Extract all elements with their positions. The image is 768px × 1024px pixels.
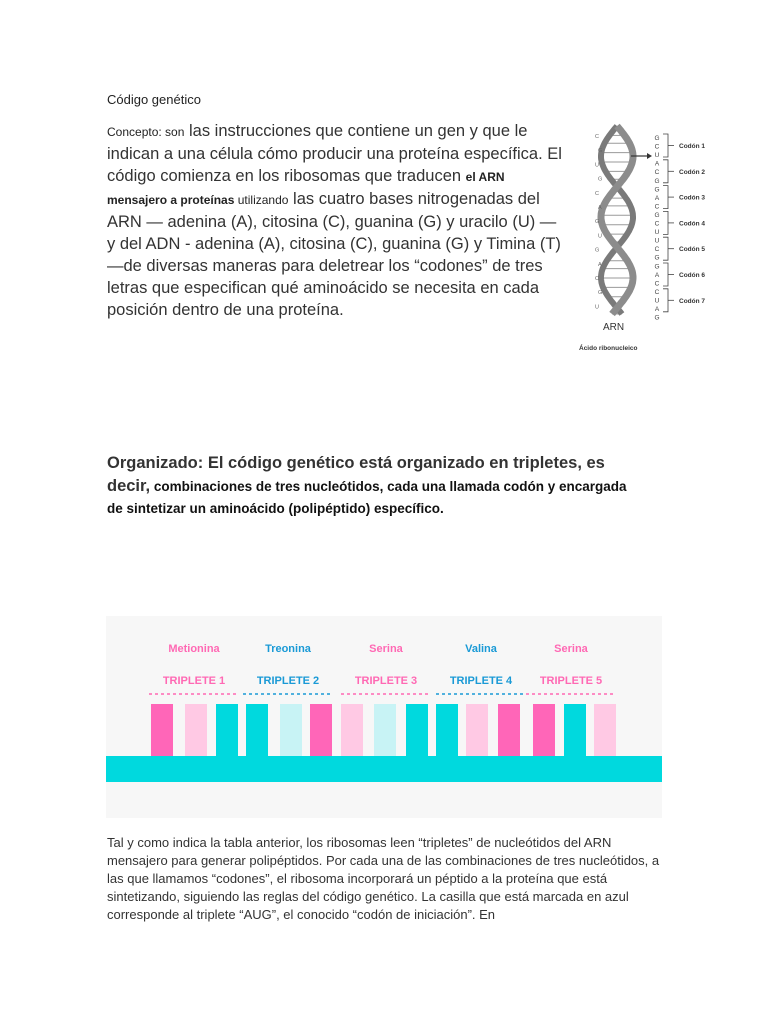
nucleotide-bar <box>564 704 586 758</box>
triplet-label: TRIPLETE 3 <box>354 675 418 687</box>
rna-backbone <box>106 756 662 782</box>
organizado-paragraph <box>107 452 637 520</box>
rna-base-letter: G <box>654 314 660 322</box>
rna-base-letter: C <box>654 220 660 228</box>
helix-base-letter: U <box>595 304 599 311</box>
codon-label: Codón 4 <box>679 220 705 228</box>
helix-base-letter: A <box>598 205 602 211</box>
triplet-label: TRIPLETE 2 <box>256 675 320 687</box>
helix-base-letter: A <box>598 261 602 268</box>
helix-base-letter: G <box>598 148 603 155</box>
organizado-lead: Organizado: El código genético está organizado en tripletes, es decir, <box>107 454 605 495</box>
codon-bracket <box>663 160 668 183</box>
rna-base-letter: G <box>654 135 660 142</box>
rna-base-letter: C <box>654 143 660 151</box>
nucleotide-bar <box>498 704 520 758</box>
nucleotide-bar <box>310 704 332 758</box>
rna-base-letter: C <box>654 203 660 211</box>
codon-bracket <box>663 134 668 157</box>
rna-base-letter: U <box>654 237 660 245</box>
codon-bracket <box>663 237 668 260</box>
helix-base-letter: U <box>595 162 599 169</box>
concept-paragraph <box>107 120 567 321</box>
codon-bracket <box>663 289 668 312</box>
helix-base-letter: G <box>598 176 603 183</box>
codon-bracket <box>663 263 668 286</box>
triplet-diagram <box>106 616 662 818</box>
rna-base-letter: G <box>654 263 660 271</box>
concept-text-1: las instrucciones que contiene un gen y que le indican a una célula cómo producir una proteína específica. El código comienza en los ribosomas que traducen <box>107 122 562 185</box>
codon-label: Codón 7 <box>679 297 705 305</box>
amino-acid-label: Treonina <box>265 643 311 655</box>
nucleotide-bar <box>466 704 488 758</box>
helix-base-letter: C <box>595 190 599 197</box>
codon-labels <box>663 134 705 312</box>
nucleotide-bar <box>185 704 207 758</box>
rna-base-letter: C <box>654 288 660 296</box>
helix-base-letter: U <box>598 233 602 240</box>
concept-small-word: utilizando <box>234 193 289 207</box>
nucleotide-bar <box>341 704 363 758</box>
rna-base-letter: U <box>654 297 660 305</box>
rna-base-letter: G <box>654 186 660 194</box>
organizado-rest: combinaciones de tres nucleótidos, cada una llamada codón y encargada de sintetizar un aminoácido (polipéptido) específico. <box>107 479 627 516</box>
nucleotide-bar <box>533 704 555 758</box>
codon-label: Codón 1 <box>679 143 705 150</box>
explanation-paragraph: Tal y como indica la tabla anterior, los ribosomas leen “tripletes” de nucleótidos del ARN mensajero para generar polipéptidos. Por cada una de las combinaciones de tres nucleótidos, a las que llamamos “codones”, el ribosoma incorporará un péptido a la proteína que está sintetizando, siguiendo las reglas del código genético. La casilla que está marcada en azul corresponde al triplete “AUG”, el conocido “codón de iniciación”. En <box>107 835 660 922</box>
nucleotide-bar <box>280 704 302 758</box>
rna-base-letter: U <box>654 229 660 237</box>
triplet-label: TRIPLETE 5 <box>539 675 603 687</box>
pointer-arrow-head <box>647 153 652 159</box>
triplet-label: TRIPLETE 4 <box>449 675 513 687</box>
nucleotide-bar <box>246 704 268 758</box>
rna-base-letter: U <box>654 152 660 160</box>
codon-bracket <box>663 211 668 234</box>
arn-label: ARN <box>603 322 625 333</box>
concept-label: Concepto: son <box>107 125 185 139</box>
nucleotide-bar <box>374 704 396 758</box>
nucleotide-bar <box>151 704 173 758</box>
arn-helix-figure <box>579 118 725 358</box>
amino-acid-label: Serina <box>554 643 588 655</box>
helix-base-letter: G <box>595 219 600 226</box>
helix-strand-front <box>601 126 633 314</box>
codon-bracket <box>663 186 668 209</box>
codon-label: Codón 3 <box>679 194 705 202</box>
helix-base-letter: G <box>598 290 603 297</box>
triplet-label: TRIPLETE 1 <box>162 675 226 687</box>
concept-bold-phrase: el ARN mensajero a proteínas <box>107 170 505 207</box>
rna-base-letter: G <box>654 211 660 219</box>
helix-base-letter: G <box>595 247 600 254</box>
codon-label: Codón 2 <box>679 168 705 176</box>
concept-text-2: las cuatro bases nitrogenadas del ARN — adenina (A), citosina (C), guanina (G) y uracilo (U) — y del ADN - adenina (A), citosina (C), guanina (G) y Timina (T) —de diversas maneras para deletrear los “codones” de tres letras que especifican qué aminoácido se necesita en cada posición dentro de una proteína. <box>107 190 561 319</box>
amino-acid-label: Serina <box>369 643 403 655</box>
codon-label: Codón 5 <box>679 246 705 254</box>
rna-base-letter: A <box>654 271 660 279</box>
rna-base-letter: G <box>654 177 660 185</box>
codon-label: Codón 6 <box>679 272 705 279</box>
amino-acid-label: Valina <box>465 643 497 655</box>
rna-base-letter: A <box>654 160 660 168</box>
helix-illustration <box>595 126 633 314</box>
rna-base-letter: A <box>654 194 660 202</box>
rna-base-letter: C <box>654 169 660 177</box>
arn-caption: Ácido ribonucleico <box>579 345 638 352</box>
helix-base-letter: C <box>595 134 599 140</box>
rna-base-letter: A <box>654 306 660 313</box>
document-title: Código genético <box>107 92 201 107</box>
nucleotide-bar <box>216 704 238 758</box>
nucleotide-bar <box>436 704 458 758</box>
rna-base-letter: C <box>654 280 660 288</box>
rna-base-letter: G <box>654 254 660 262</box>
rna-base-letter: C <box>654 246 660 254</box>
amino-acid-label: Metionina <box>168 643 220 655</box>
nucleotide-bar <box>594 704 616 758</box>
helix-base-letter: C <box>595 276 599 282</box>
nucleotide-bar <box>406 704 428 758</box>
